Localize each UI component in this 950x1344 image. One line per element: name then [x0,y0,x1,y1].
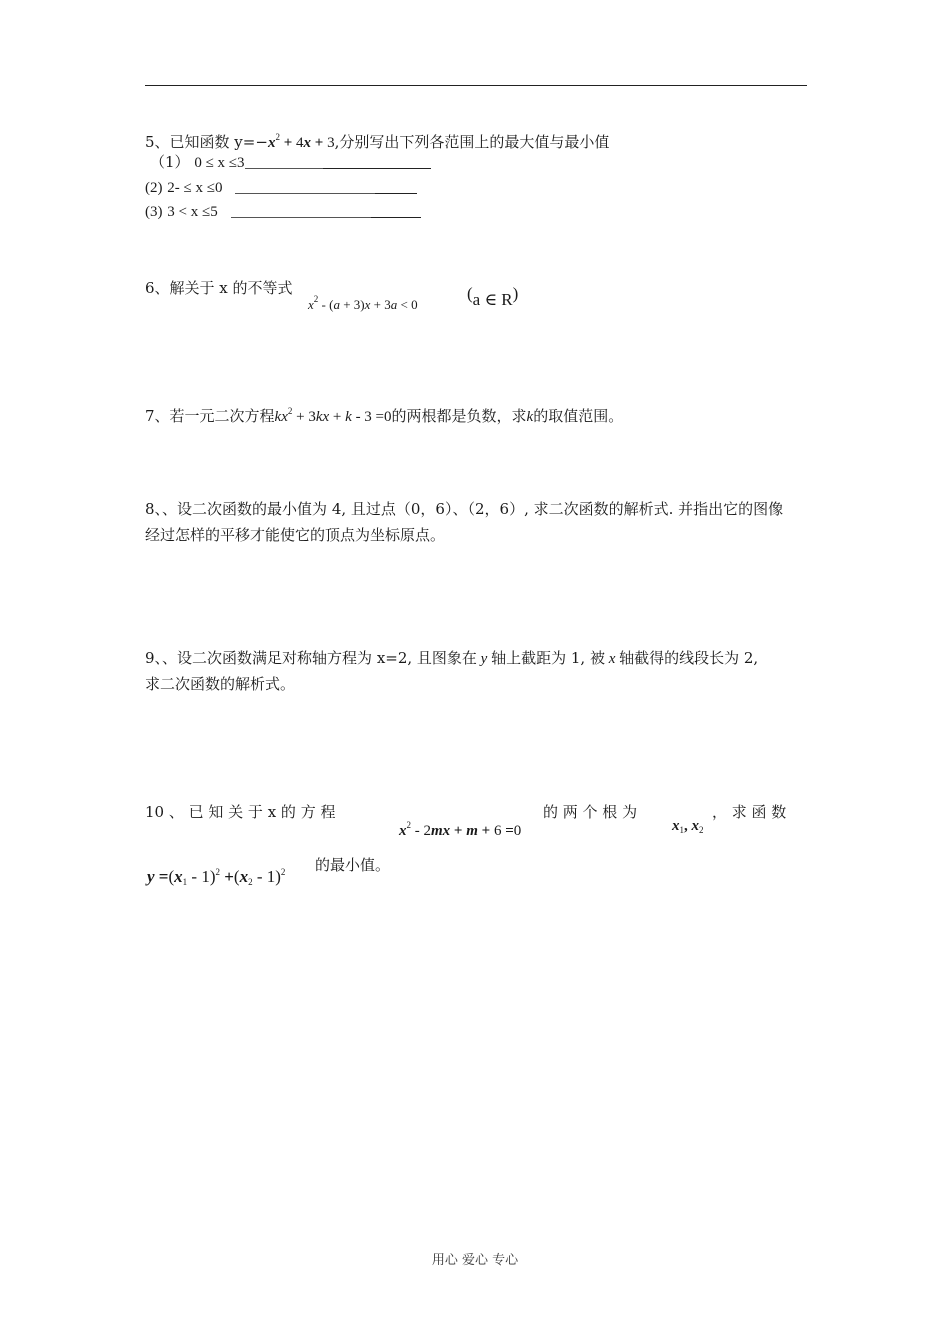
problem-8-text-1: 8、、设二次函数的最小值为 4, 且过点（0，6）、（2，6）, 求二次函数的解析式. 并指出它的图像 [145,500,784,518]
item-1-label: （1） [150,153,190,171]
problem-7-middle: 的两根都是负数，求 [391,407,527,425]
problem-6-condition [467,284,518,310]
item-3-range: 3 < x ≤5 [167,204,218,220]
problem-10-text-b: 的 两 个 根 为 [543,803,638,821]
problem-6-inequality [308,289,418,315]
item-2-range: 2- ≤ x ≤0 [167,180,223,196]
problem-10-equation [399,815,521,841]
problem-8-line-1 [145,499,783,519]
answer-blank-2b[interactable] [375,179,417,194]
answer-blank-3b[interactable] [371,203,421,218]
problem-8-line-2 [145,525,445,545]
page-footer: 用心 爱心 专心 [431,1253,519,1268]
answer-blank-2a[interactable] [235,179,375,194]
problem-8-text-2: 经过怎样的平移才能使它的顶点为坐标原点。 [145,526,446,544]
item-2-label: (2) [145,180,163,196]
problem-7-k: k [526,409,534,425]
problem-6-statement [145,278,293,298]
y-axis-var: y [476,651,492,667]
problem-10-suffix: 的最小值。 [315,856,391,874]
problem-9-line-1 [145,648,758,669]
inequality-expr: $x^2 - (a + 3)x + 3a < 0$ [308,294,418,312]
problem-5-intro: 5、已知函数 y=− [145,133,268,151]
problem-10-function [147,862,285,892]
header-rule [145,85,807,86]
problem-5-statement [145,127,609,153]
item-1-range: 0 ≤ x ≤3 [194,155,245,171]
problem-10-line-1c [712,802,786,822]
problem-9-text-b: 轴上截距为 1, 被 [491,649,605,667]
condition-expr: a ∈ R [472,290,513,309]
problem-9-line-2 [145,674,295,694]
problem-5-function: $x^2 + 4x + 3$ [267,132,335,151]
answer-blank-1a[interactable] [245,154,323,169]
problem-10-line-2 [315,855,390,875]
answer-blank-3a[interactable] [231,203,371,218]
problem-9-text-c: 轴截得的线段长为 2, [619,649,759,667]
problem-6-text: 6、解关于 x 的不等式 [145,279,293,297]
problem-5-item-3 [145,201,421,222]
problem-7-suffix: 的取值范围。 [533,407,624,425]
problem-7-equation: $kx^2 + 3kx + k - 3 =0$ [274,406,392,425]
x-axis-var: x [604,651,620,667]
problem-9-text-2: 求二次函数的解析式。 [145,675,296,693]
problem-5-item-1 [150,152,431,173]
problem-7-statement [145,401,623,427]
objective-function: $y =(x_1 - 1)^2 +(x_2 - 1)^2$ [147,867,286,887]
answer-blank-1b[interactable] [323,154,431,169]
problem-10-text-c: ， 求 函 数 [712,803,787,821]
problem-7-prefix: 7、若一元二次方程 [145,407,275,425]
problem-10-roots [672,815,704,840]
problem-5-rest: ,分别写出下列各范围上的最大值与最小值 [334,133,610,151]
problem-9-text-a: 9、、设二次函数满足对称轴方程为 x=2, 且图象在 [145,649,477,667]
condition-open-paren: ( [467,284,473,303]
condition-close-paren: ) [512,284,519,303]
problem-10-line-1a [145,802,335,822]
roots-x1-x2: $x_1$, $x_2$ [672,818,704,835]
quadratic-equation: $x^2 - 2mx + m + 6 =0$ [399,820,522,839]
problem-10-text-a: 10 、 已 知 关 于 x 的 方 程 [145,803,336,821]
problem-5-item-2 [145,177,417,198]
problem-10-line-1b [543,802,637,822]
item-3-label: (3) [145,204,163,220]
